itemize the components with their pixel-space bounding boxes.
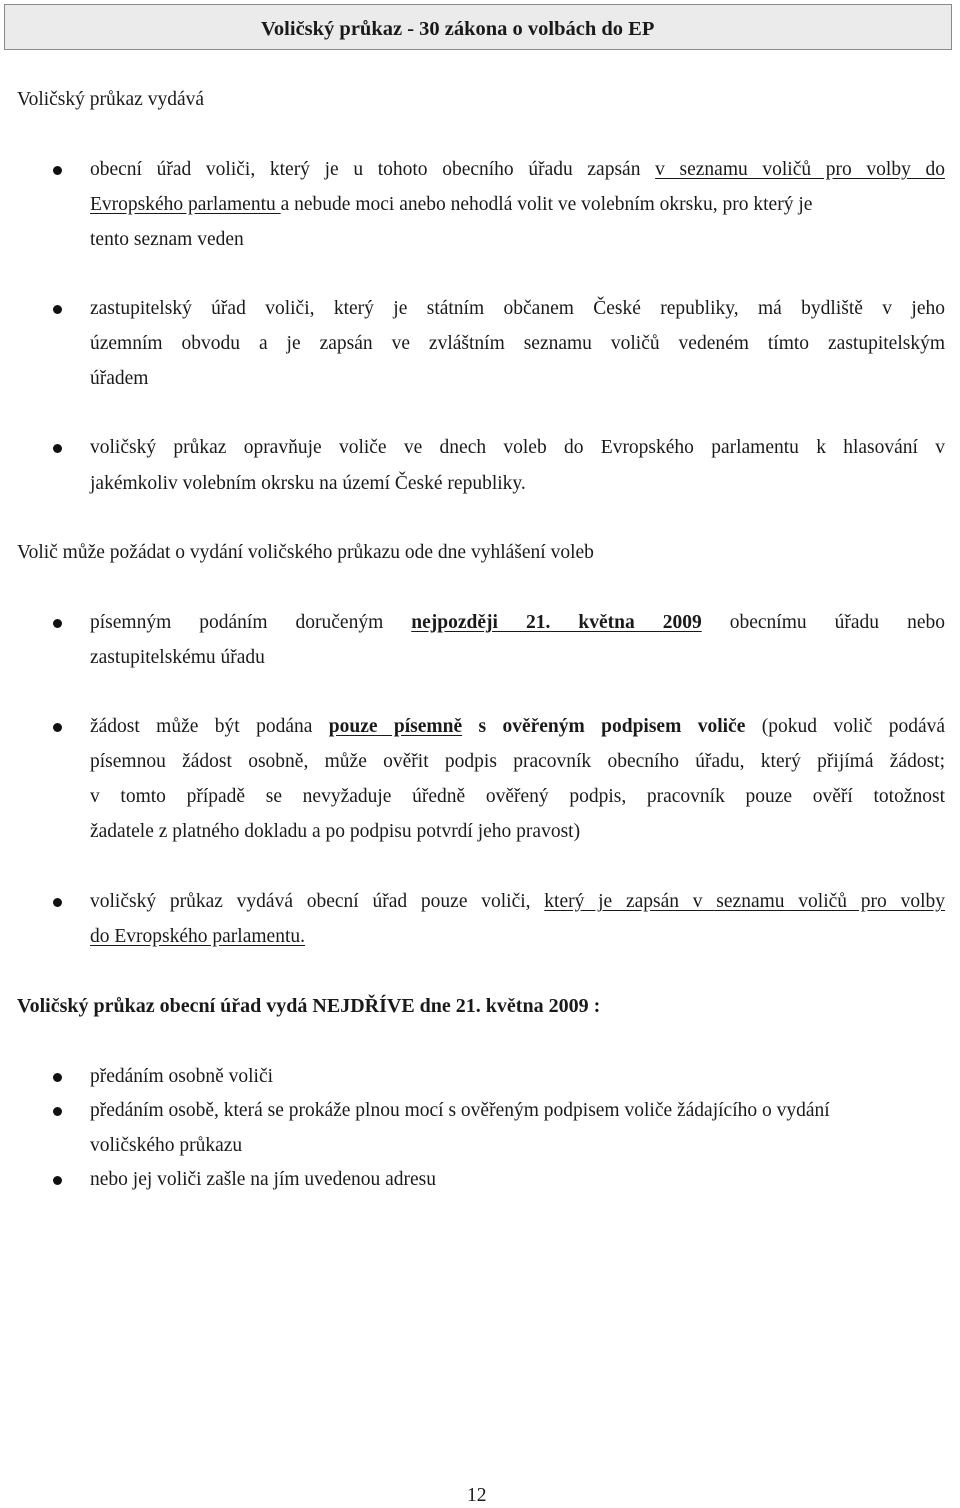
list-item-line: územním obvodu a je zapsán ve zvláštním seznamu voličů vedeném tímto zastupitelským bbox=[90, 333, 945, 354]
list-item-line: předáním osobě, která se prokáže plnou mocí s ověřeným podpisem voliče žádajícího o vydání bbox=[90, 1100, 830, 1121]
list-item-line: voličský průkaz vydává obecní úřad pouze voliči, který je zapsán v seznamu voličů pro volby bbox=[90, 891, 945, 912]
bullet-icon bbox=[53, 619, 62, 628]
list-item-line: předáním osobně voliči bbox=[90, 1066, 274, 1087]
list-item-line: voličský průkaz opravňuje voliče ve dnech voleb do Evropského parlamentu k hlasování v bbox=[90, 437, 945, 458]
bullet-icon bbox=[53, 1107, 62, 1116]
bullet-icon bbox=[53, 1176, 62, 1185]
list-item-line: zastupitelskému úřadu bbox=[90, 647, 265, 668]
page-number: 12 bbox=[467, 1485, 487, 1506]
list-item-line: písemným podáním doručeným nejpozději 21. května 2009 obecnímu úřadu nebo bbox=[90, 612, 945, 633]
bullet-icon bbox=[53, 305, 62, 314]
list-item-line: do Evropského parlamentu. bbox=[90, 926, 305, 947]
list-item-line: úřadem bbox=[90, 368, 149, 389]
title-box bbox=[4, 4, 952, 50]
list-item-line: žadatele z platného dokladu a po podpisu potvrdí jeho pravost) bbox=[90, 821, 581, 842]
section-heading-earliest: Voličský průkaz obecní úřad vydá NEJDŘÍVE dne 21. května 2009 : bbox=[17, 995, 601, 1017]
list-item-line: nebo jej voliči zašle na jím uvedenou adresu bbox=[90, 1169, 437, 1190]
list-item-line: žádost může být podána pouze písemně s ověřeným podpisem voliče (pokud volič podává bbox=[90, 716, 946, 737]
bullet-icon bbox=[53, 444, 62, 453]
list-item-line: zastupitelský úřad voliči, který je státním občanem České republiky, má bydliště v jeho bbox=[90, 298, 945, 319]
section-heading-issuer: Voličský průkaz vydává bbox=[17, 89, 205, 110]
list-item-line: v tomto případě se nevyžaduje úředně ověřený podpis, pracovník pouze ověří totožnost bbox=[90, 786, 945, 807]
list-item-line: jakémkoliv volebním okrsku na území České republiky. bbox=[90, 473, 526, 494]
list-item-line: tento seznam veden bbox=[90, 229, 244, 250]
bullet-icon bbox=[53, 1073, 62, 1082]
page-title: Voličský průkaz - 30 zákona o volbách do EP bbox=[261, 18, 655, 40]
list-item-line: voličského průkazu bbox=[90, 1135, 243, 1156]
list-item-line: písemnou žádost osobně, může ověřit podpis pracovník obecního úřadu, který přijímá žádost; bbox=[90, 751, 945, 772]
list-item-line: obecní úřad voliči, který je u tohoto obecního úřadu zapsán v seznamu voličů pro volby do bbox=[90, 159, 945, 180]
bullet-icon bbox=[53, 166, 62, 175]
list-item-line: Evropského parlamentu a nebude moci anebo nehodlá volit ve volebním okrsku, pro který je bbox=[90, 194, 813, 215]
section-heading-request: Volič může požádat o vydání voličského průkazu ode dne vyhlášení voleb bbox=[17, 542, 594, 563]
bullet-icon bbox=[53, 723, 62, 732]
bullet-icon bbox=[53, 898, 62, 907]
